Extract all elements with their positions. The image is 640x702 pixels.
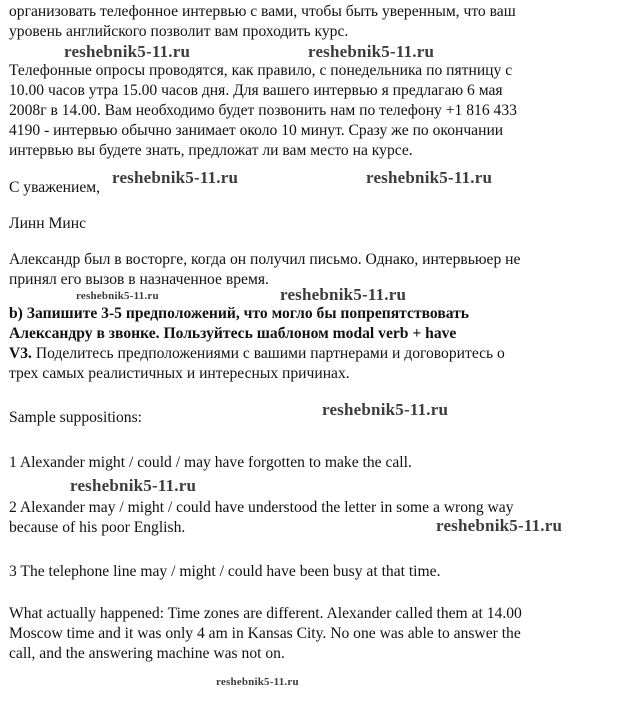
- watermark: reshebnik5-11.ru: [112, 168, 239, 187]
- sample-item-2-line-2: because of his poor English.: [9, 519, 186, 536]
- watermark: reshebnik5-11.ru: [76, 290, 159, 302]
- intro-line-2: уровень английского позволит вам проходить курс.: [9, 23, 349, 40]
- watermark: reshebnik5-11.ru: [366, 168, 493, 187]
- answer-line-2: Moscow time and it was only 4 am in Kansas City. No one was able to answer the: [9, 625, 521, 642]
- signature-line: Линн Минс: [9, 215, 86, 232]
- samples-heading: Sample suppositions:: [9, 409, 142, 426]
- watermark: reshebnik5-11.ru: [436, 516, 563, 535]
- intro-para2-line-3: 2008г в 14.00. Вам необходимо будет позвонить нам по телефону +1 816 433: [9, 102, 517, 119]
- sample-item-1: 1 Alexander might / could / may have forgotten to make the call.: [9, 454, 412, 471]
- watermark: reshebnik5-11.ru: [64, 42, 191, 61]
- answer-line-1: What actually happened: Time zones are different. Alexander called them at 14.00: [9, 605, 522, 622]
- task-b-line-3-rest: Поделитесь предположениями с вашими партнерами и договоритесь о: [31, 345, 505, 362]
- intro-para2-line-2: 10.00 часов утра 15.00 часов дня. Для вашего интервью я предлагаю 6 мая: [9, 82, 503, 99]
- intro-line-1: организовать телефонное интервью с вами, чтобы быть уверенным, что ваш: [9, 3, 516, 20]
- sample-item-2-line-1: 2 Alexander may / might / could have understood the letter in some a wrong way: [9, 499, 514, 516]
- sample-item-3: 3 The telephone line may / might / could have been busy at that time.: [9, 563, 441, 580]
- task-b-v3: V3.: [9, 345, 32, 362]
- intro-para3-line-1: Александр был в восторге, когда он получил письмо. Однако, интервьюер не: [9, 251, 521, 268]
- task-b-line-4: трех самых реалистичных и интересных причинах.: [9, 365, 350, 382]
- intro-para3-line-2: принял его вызов в назначенное время.: [9, 271, 269, 288]
- watermark: reshebnik5-11.ru: [70, 476, 197, 495]
- intro-para2-line-1: Телефонные опросы проводятся, как правило, с понедельника по пятницу с: [9, 62, 513, 79]
- task-b-line-1: b) Запишите 3-5 предположений, что могло бы попрепятствовать: [9, 305, 470, 322]
- watermark: reshebnik5-11.ru: [322, 400, 449, 419]
- watermark: reshebnik5-11.ru: [280, 285, 407, 304]
- watermark: reshebnik5-11.ru: [216, 676, 299, 688]
- intro-para2-line-5: интервью вы будете знать, предложат ли вам место на курсе.: [9, 142, 413, 159]
- closing-line: С уважением,: [9, 179, 101, 196]
- task-b-line-2: Александру в звонке. Пользуйтесь шаблоном modal verb + have: [9, 325, 457, 342]
- answer-line-3: call, and the answering machine was not on.: [9, 645, 285, 662]
- watermark: reshebnik5-11.ru: [308, 42, 435, 61]
- intro-para2-line-4: 4190 - интервью обычно занимает около 10 минут. Сразу же по окончании: [9, 122, 504, 139]
- task-b-line-3: [9, 344, 505, 364]
